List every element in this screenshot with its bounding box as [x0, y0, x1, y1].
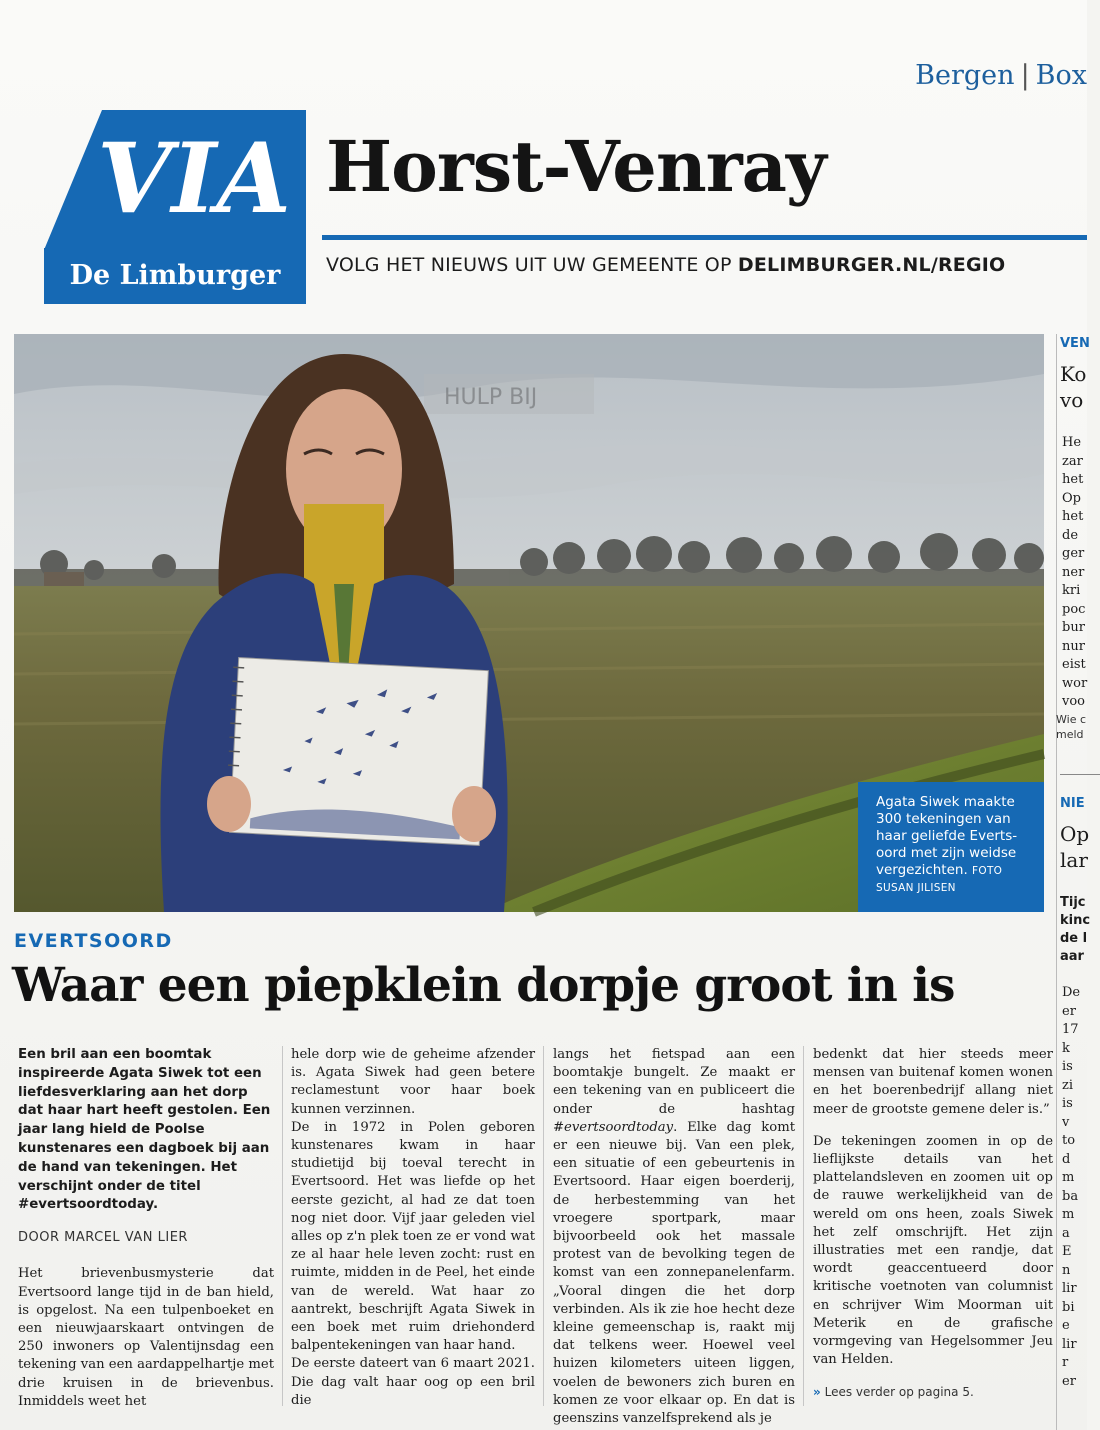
sidebar-headline: Ko [1060, 362, 1087, 386]
sidebar-text: E [1062, 1244, 1072, 1259]
sidebar-text: n [1062, 1262, 1071, 1278]
column-divider [803, 1046, 804, 1406]
sidebar-text: m [1062, 1207, 1075, 1222]
sidebar-text: r [1062, 1355, 1069, 1370]
caption-line: oord met zijn weidse [876, 845, 1017, 861]
sidebar-text: wor [1062, 675, 1088, 691]
paragraph-text: . Elke dag komt er een nieuwe bij. Van een plek, een situatie of een gebeurtenis in Evertsoord. Haar eigen boerderij, de herbestemming van het vroegere sportpark, maar bijvoorbeeld ook het massale protest van de bevolking tegen de komst van een zonnepanelenfarm. „Vooral dingen die het dorp verbinden. Als ik zie hoe hecht deze kleine gemeenschap is, raakt mij dat telkens weer. Hoewel veel huizen kilometers uiteen liggen, voelen de bewoners zich buren en komen ze voor elkaar op. En dat is geenszins vanzelfsprekend als je [553, 1119, 795, 1427]
sidebar-text: ger [1062, 546, 1085, 561]
sidebar-headline: vo [1060, 388, 1084, 412]
sidebar-text: is [1062, 1059, 1073, 1074]
sidebar-headline: Op [1060, 822, 1090, 846]
edition-title: Horst-Venray [326, 125, 826, 208]
article-paragraph: hele dorp wie de geheime afzender is. Agata Siwek had geen betere reclamestunt voor haar boek kunnen verzinnen. [291, 1047, 535, 1117]
sidebar-text: bi [1062, 1299, 1075, 1315]
sidebar-text: poc [1062, 601, 1086, 617]
header-rule [322, 235, 1087, 240]
article-headline: Waar een piepklein dorpje groot in is [12, 958, 955, 1013]
via-logo [44, 110, 306, 304]
sidebar-text: m [1062, 1170, 1075, 1185]
edition-link-boxmeer[interactable]: Box [1035, 60, 1087, 91]
sidebar-text: ner [1062, 564, 1085, 580]
sidebar-lead: Tijc [1060, 895, 1086, 910]
sidebar-divider [1056, 334, 1057, 1430]
photo-credit: SUSAN JILISEN [876, 882, 956, 894]
sidebar-lead: de l [1060, 931, 1088, 946]
edition-links [915, 60, 1087, 91]
sidebar-text: He [1062, 435, 1082, 450]
sidebar-rule [1060, 774, 1100, 775]
article-column-1 [18, 1046, 274, 1411]
sidebar-kicker: NIE [1060, 796, 1085, 811]
sidebar-text: de [1062, 527, 1079, 543]
sidebar-text: k [1062, 1040, 1070, 1056]
sidebar-text: d [1062, 1151, 1071, 1167]
edition-link-bergen[interactable]: Bergen [915, 60, 1015, 91]
photo-sign-text: HULP BIJ [444, 385, 538, 410]
sidebar-caption: meld [1056, 728, 1084, 741]
caption-line: 300 tekeningen van [876, 811, 1011, 827]
sidebar-text: voo [1062, 694, 1085, 709]
hashtag: #evertsoordtoday [553, 1119, 674, 1135]
divider: | [1020, 60, 1030, 91]
sidebar-text: e [1062, 1318, 1070, 1333]
article-column-3 [553, 1046, 795, 1428]
article-column-2 [291, 1046, 535, 1410]
tagline [326, 254, 1005, 276]
caption-line: vergezichten. [876, 862, 968, 878]
article-column-4 [813, 1046, 1053, 1402]
sidebar-text: het [1062, 509, 1084, 524]
sidebar-text: 17 [1062, 1022, 1079, 1037]
sidebar-text: ba [1062, 1188, 1079, 1204]
sidebar-text: Op [1062, 490, 1081, 506]
article-kicker: EVERTSOORD [14, 930, 173, 952]
sidebar-text: er [1062, 1003, 1076, 1019]
caption-line: Agata Siwek maakte [876, 794, 1015, 810]
sidebar-text: lir [1062, 1281, 1077, 1296]
byline: DOOR MARCEL VAN LIER [18, 1230, 188, 1246]
article-lead: Een bril aan een boomtak inspireerde Agata Siwek tot een liefdesverklaring aan het dorp dat haar hart heeft gestolen. Een jaar lang hield de Poolse kunstenares een dagboek bij aan de hand van tekeningen. Het verschijnt onder de titel #evertsoordtoday. [18, 1047, 271, 1213]
sidebar-text: het [1062, 472, 1084, 487]
tagline-text: VOLG HET NIEUWS UIT UW GEMEENTE OP [326, 254, 738, 276]
article-paragraph: De eerste dateert van 6 maart 2021. Die dag valt haar oog op een bril die [291, 1356, 535, 1408]
caption-line: haar geliefde Everts- [876, 828, 1018, 844]
logo-name: De Limburger [44, 248, 306, 304]
sidebar-text: lir [1062, 1336, 1077, 1352]
sidebar-headline: lar [1060, 848, 1088, 872]
article-paragraph: De tekeningen zoomen in op de lieflijkste details van het plattelandsleven en zoomen uit op de rauwe werkelijkheid van de wereld om ons heen, zoals Siwek het zelf omschrijft. Het zijn illustraties met een randje, dat wordt geaccentueerd door kritische voetnoten van columnist en schrijver Wim Moorman uit Meterik en de grafische vormgeving van Hegelsommer Jeu van Helden. [813, 1133, 1053, 1368]
sidebar-text: v [1062, 1114, 1070, 1130]
sidebar-text: eist [1062, 657, 1086, 672]
sidebar-text: er [1062, 1373, 1076, 1389]
sidebar-caption: Wie c [1056, 713, 1087, 726]
continue-text: Lees verder op pagina 5. [824, 1385, 974, 1400]
sidebar-text: De [1062, 985, 1081, 1000]
sidebar-lead: aar [1060, 949, 1084, 964]
paragraph-text: langs het fietspad aan een boomtakje bungelt. Ze maakt er een tekening van en publiceert die onder de hashtag [553, 1047, 795, 1117]
sidebar-lead: kinc [1060, 913, 1091, 928]
photo-caption [858, 782, 1044, 912]
column-divider [282, 1046, 283, 1406]
sidebar-kicker: VEN [1060, 336, 1090, 351]
continue-arrow-icon: » [813, 1385, 821, 1400]
sidebar-text: nur [1062, 638, 1085, 654]
via-mark-text: VIA [97, 122, 291, 235]
sidebar-text: a [1062, 1225, 1070, 1241]
column-divider [543, 1046, 544, 1406]
article-paragraph [553, 1046, 795, 1428]
sidebar-text: zar [1062, 453, 1083, 469]
sidebar-text: zi [1062, 1077, 1074, 1093]
sidebar-column [1056, 334, 1091, 1430]
article-paragraph: De in 1972 in Polen geboren kunstenares kwam in haar studietijd bij toeval terecht in Evertsoord. Het was liefde op het eerste gezicht, al had ze dat toen nog niet door. Vijf jaar geleden viel alles op z'n plek toen ze er vond wat ze al haar hele leven zocht: rust en ruimte, midden in de Peel, het einde van de wereld. Wat haar zo aantrekt, beschrijft Agata Siwek in een boek met ruim driehonderd balpentekeningen van haar hand. [291, 1119, 535, 1354]
article-paragraph: bedenkt dat hier steeds meer mensen van buitenaf komen wonen en het boerenbedrijf allang niet meer de grootste gemene deler is.” [813, 1047, 1053, 1117]
article-paragraph: Het brievenbusmysterie dat Evertsoord lange tijd in de ban hield, is opgelost. Na een tulpenboeket en een nieuwjaarskaart ontvingen de 250 inwoners op Valentijnsdag een tekening van een aardappelhartje met drie kruisen in de brievenbus. Inmiddels weet het [18, 1266, 274, 1409]
sidebar-text: bur [1062, 620, 1085, 635]
sidebar-text: to [1062, 1133, 1076, 1148]
via-mark-icon [44, 110, 306, 250]
photo-credit-label: FOTO [972, 865, 1003, 877]
sidebar-text: kri [1062, 583, 1081, 598]
sidebar-text: is [1062, 1096, 1073, 1111]
tagline-url[interactable]: DELIMBURGER.NL/REGIO [737, 254, 1006, 276]
continue-reading[interactable] [813, 1383, 1053, 1401]
